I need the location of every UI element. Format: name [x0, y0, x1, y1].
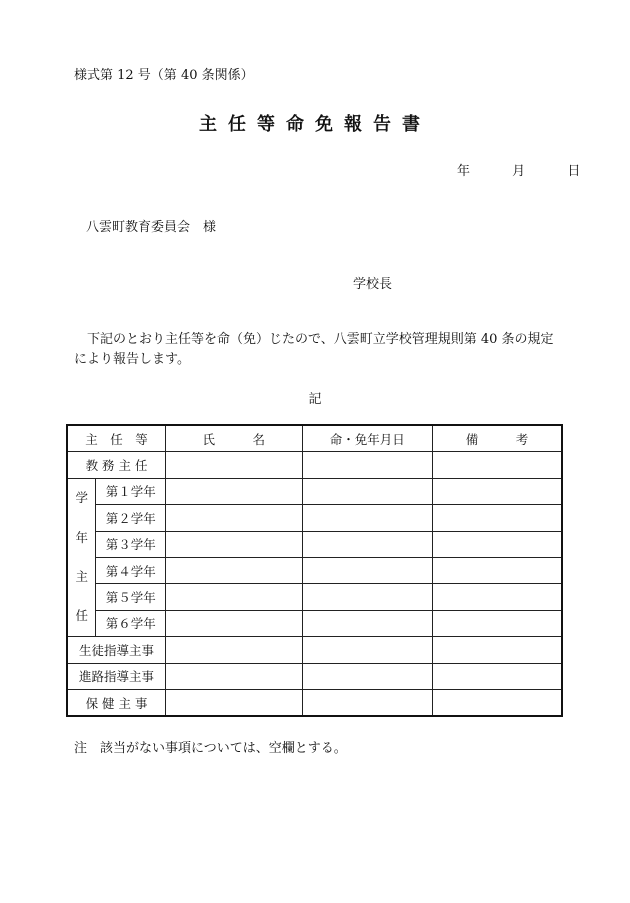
table-row [67, 531, 562, 557]
footnote: 注 該当がない事項については、空欄とする。 [74, 741, 347, 756]
date-year: 年 [457, 164, 471, 179]
row-label-kyomu: 教 務 主 任 [67, 452, 166, 478]
cell-name[interactable] [166, 637, 302, 663]
header-date: 命・免年月日 [302, 425, 432, 452]
cell-date[interactable] [302, 557, 432, 583]
date-line [457, 160, 600, 179]
row-label-grade: 第１学年 [96, 478, 166, 504]
addressee: 八雲町教育委員会 様 [86, 220, 217, 235]
table-row [67, 478, 562, 504]
document-title: 主任等命免報告書 [199, 114, 431, 135]
cell-remarks[interactable] [432, 637, 562, 663]
cell-remarks[interactable] [432, 610, 562, 636]
cell-name[interactable] [166, 531, 302, 557]
header-name: 氏 名 [166, 425, 302, 452]
table-row [67, 557, 562, 583]
date-month: 月 [512, 164, 526, 179]
cell-name[interactable] [166, 505, 302, 531]
cell-date[interactable] [302, 531, 432, 557]
row-label-grade: 第２学年 [96, 505, 166, 531]
sender: 学校長 [353, 277, 393, 292]
row-label-grade: 第６学年 [96, 610, 166, 636]
row-label-shinro: 進路指導主事 [67, 663, 166, 689]
date-day: 日 [567, 164, 581, 179]
cell-name[interactable] [166, 663, 302, 689]
cell-date[interactable] [302, 637, 432, 663]
header-role: 主 任 等 [67, 425, 166, 452]
cell-name[interactable] [166, 452, 302, 478]
row-label-grade: 第３学年 [96, 531, 166, 557]
cell-remarks[interactable] [432, 689, 562, 716]
cell-date[interactable] [302, 584, 432, 610]
cell-remarks[interactable] [432, 663, 562, 689]
cell-date[interactable] [302, 478, 432, 504]
cell-name[interactable] [166, 610, 302, 636]
header-remarks: 備 考 [432, 425, 562, 452]
table-row [67, 663, 562, 689]
table-row [67, 637, 562, 663]
ki-heading: 記 [308, 392, 322, 407]
cell-remarks[interactable] [432, 557, 562, 583]
cell-remarks[interactable] [432, 452, 562, 478]
row-label-grade: 第４学年 [96, 557, 166, 583]
row-label-seito: 生徒指導主事 [67, 637, 166, 663]
cell-date[interactable] [302, 689, 432, 716]
cell-remarks[interactable] [432, 531, 562, 557]
table-row [67, 689, 562, 716]
appointment-table [66, 424, 563, 717]
form-number: 様式第 12 号（第 40 条関係） [74, 68, 254, 83]
cell-name[interactable] [166, 478, 302, 504]
table-row [67, 610, 562, 636]
row-label-grade: 第５学年 [96, 584, 166, 610]
cell-date[interactable] [302, 610, 432, 636]
cell-name[interactable] [166, 557, 302, 583]
cell-remarks[interactable] [432, 478, 562, 504]
cell-date[interactable] [302, 505, 432, 531]
table-row [67, 584, 562, 610]
table-row [67, 505, 562, 531]
table-row [67, 452, 562, 478]
row-label-hoken: 保 健 主 事 [67, 689, 166, 716]
table-header-row [67, 425, 562, 452]
cell-date[interactable] [302, 452, 432, 478]
body-text: 下記のとおり主任等を命（免）じたので、八雲町立学校管理規則第 40 条の規定により報告します。 [74, 332, 554, 367]
cell-date[interactable] [302, 663, 432, 689]
cell-name[interactable] [166, 584, 302, 610]
cell-remarks[interactable] [432, 505, 562, 531]
grade-group-label: 学 年 主 任 [67, 478, 96, 636]
cell-name[interactable] [166, 689, 302, 716]
cell-remarks[interactable] [432, 584, 562, 610]
